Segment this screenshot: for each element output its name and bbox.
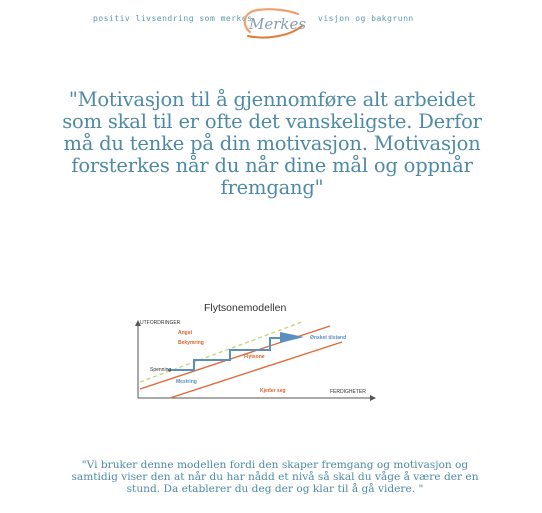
label-spenning: Spenning (150, 367, 172, 373)
tagline-left[interactable]: positiv livsendring som merkes (93, 14, 253, 23)
diagram-title: Flytsonemodellen (204, 302, 287, 314)
bottom-quote: "Vi bruker denne modellen fordi den skaper fremgang og motivasjon og samtidig viser den at når du har nådd et nivå så skal du våge å være der en stund. Da etablerer du deg der og klar til å gå videre. " (71, 459, 479, 495)
orange-upper-line (140, 326, 330, 389)
merkes-logo[interactable] (236, 4, 308, 44)
diagram-canvas (130, 298, 380, 410)
label-bekymring: Bekymring (178, 340, 204, 346)
x-axis-label: FERDIGHETER (330, 389, 366, 395)
blue-step-arrow (280, 332, 304, 343)
label-mestring: Mestring (176, 379, 197, 385)
label-flytsone: Flytsone (244, 354, 265, 360)
tagline-right[interactable]: visjon og bakgrunn (318, 14, 414, 23)
site-header (0, 0, 542, 46)
label-onsket-tilstand: Ønsket tilstand (310, 335, 347, 341)
merkes-logo-graphic (236, 4, 308, 44)
label-kjedsomhet: Kjeder seg (260, 388, 286, 394)
y-axis-label: UTFORDRINGER (140, 320, 181, 326)
logo-text: Merkes (249, 15, 307, 33)
main-quote: "Motivasjon til å gjennomføre alt arbeidet som skal til er ofte det vanskeligste. Derfor må du tenke på din motivasjon. Motivasjon forsterkes når du når dine mål og oppnår fremgang" (62, 88, 482, 199)
green-dashed-line (140, 322, 302, 382)
label-angst: Angst (178, 330, 193, 336)
flow-zone-diagram (130, 298, 380, 410)
x-axis-arrow (370, 395, 376, 401)
